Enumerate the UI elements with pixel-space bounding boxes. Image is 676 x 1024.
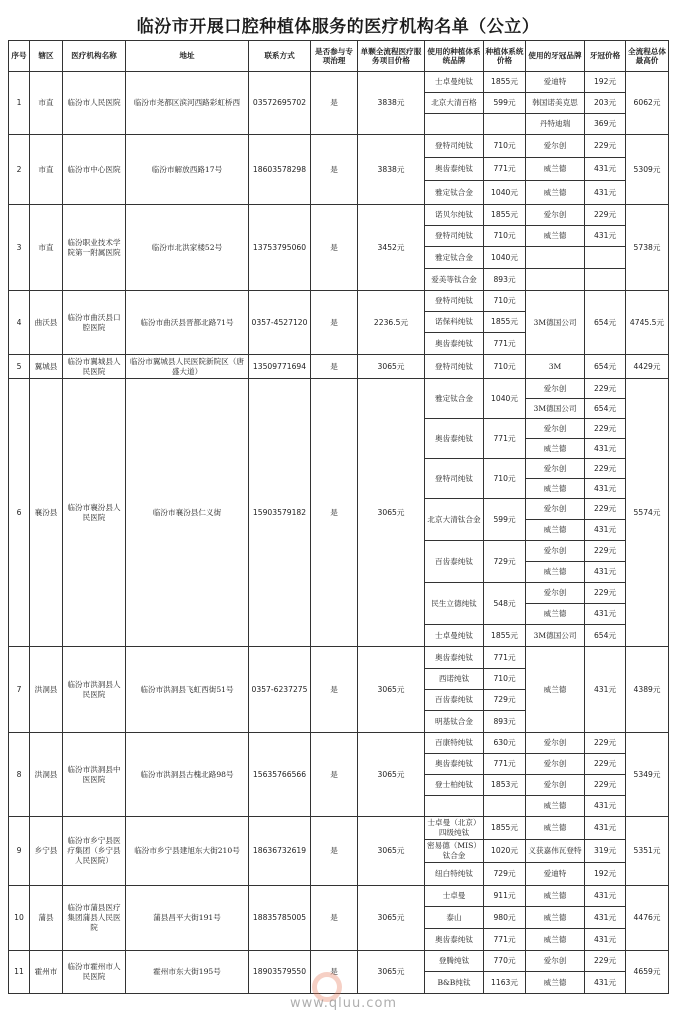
col-header-address: 地址 [126,41,249,72]
implant-price-cell: 771元 [484,754,526,775]
address-cell: 临汾市尧都区滨河西路彩虹桥西 [126,72,249,135]
row-number: 2 [9,135,30,205]
crown-price-cell: 431元 [585,907,626,929]
crown-price-cell: 431元 [585,520,626,541]
table-row [9,951,669,972]
hospital-name-cell: 临汾市襄汾县人民医院 [63,379,126,647]
hospital-name-cell: 临汾市曲沃县口腔医院 [63,291,126,355]
crown-price-cell: 229元 [585,499,626,520]
implant-brand-cell: 士卓曼 [425,886,484,907]
implant-price-cell: 710元 [484,355,526,379]
crown-brand-cell: 威兰德 [526,929,585,951]
row-number: 9 [9,817,30,886]
crown-brand-cell: 威兰德 [526,647,585,733]
row-number: 4 [9,291,30,355]
implant-brand-cell: 密易德（MIS）钛合金 [425,840,484,863]
implant-price-cell: 729元 [484,690,526,711]
implant-brand-cell: 爱美等钛合金 [425,269,484,291]
table-row [9,291,669,312]
participate-cell: 是 [311,291,358,355]
col-header-implant-brand: 使用的种植体系统品牌 [425,41,484,72]
implant-brand-cell: 登腾纯钛 [425,951,484,972]
crown-brand-cell: 威兰德 [526,562,585,583]
table-row [9,135,669,158]
crown-brand-cell: 爱尔创 [526,419,585,439]
district-cell: 蒲县 [30,886,63,951]
col-header-no: 序号 [9,41,30,72]
phone-cell: 13509771694 [249,355,311,379]
row-number: 11 [9,951,30,994]
crown-price-cell: 229元 [585,205,626,226]
hospital-name-cell: 临汾市洪洞县中医医院 [63,733,126,817]
hospital-name-cell: 临汾市蒲县医疗集团蒲县人民医院 [63,886,126,951]
phone-cell: 0357-6237275 [249,647,311,733]
implant-brand-cell: 奥齿泰纯钛 [425,333,484,355]
hospital-name-cell: 临汾市中心医院 [63,135,126,205]
crown-brand-cell: 3M德国公司 [526,291,585,355]
implant-brand-cell: 百齿泰纯钛 [425,690,484,711]
max-total-cell: 5351元 [626,817,669,886]
row-number: 8 [9,733,30,817]
col-header-name: 医疗机构名称 [63,41,126,72]
crown-brand-cell: 爱尔创 [526,754,585,775]
phone-cell: 15903579182 [249,379,311,647]
hospital-name-cell: 临汾市翼城县人民医院 [63,355,126,379]
implant-price-cell: 710元 [484,226,526,247]
crown-brand-cell: 3M德国公司 [526,625,585,647]
watermark-text: www.qluu.com [290,996,398,1011]
implant-brand-cell: 登士柏纯钛 [425,775,484,796]
crown-price-cell: 431元 [585,226,626,247]
crown-brand-cell: 韩国诺美克思 [526,93,585,114]
implant-price-cell: 710元 [484,135,526,158]
crown-brand-cell: 威兰德 [526,520,585,541]
crown-brand-cell: 爱尔创 [526,205,585,226]
implant-brand-cell: 诺贝尔纯钛 [425,205,484,226]
implant-price-cell: 911元 [484,886,526,907]
implant-brand-cell: 奥齿泰纯钛 [425,419,484,459]
crown-price-cell: 654元 [585,399,626,419]
page-title: 临汾市开展口腔种植体服务的医疗机构名单（公立） [136,17,540,37]
implant-price-cell: 893元 [484,269,526,291]
implant-price-cell: 548元 [484,583,526,625]
max-total-cell: 4476元 [626,886,669,951]
implant-brand-cell: 雅定钛合金 [425,379,484,419]
crown-brand-cell: 爱尔创 [526,499,585,520]
service-price-cell: 3065元 [358,379,425,647]
row-number: 3 [9,205,30,291]
implant-price-cell: 1855元 [484,625,526,647]
address-cell: 霍州市东大街195号 [126,951,249,994]
crown-price-cell: 369元 [585,114,626,135]
crown-price-cell: 431元 [585,604,626,625]
implant-brand-cell: 奥齿泰纯钛 [425,929,484,951]
implant-brand-cell: 奥齿泰纯钛 [425,158,484,181]
crown-price-cell [585,269,626,291]
implant-price-cell: 710元 [484,669,526,690]
phone-cell: 18903579550 [249,951,311,994]
row-number: 6 [9,379,30,647]
implant-brand-cell: 雅定钛合金 [425,181,484,205]
max-total-cell: 5309元 [626,135,669,205]
crown-price-cell: 192元 [585,863,626,886]
implant-brand-cell: 雅定钛合金 [425,247,484,269]
address-cell: 临汾市北洪家楼52号 [126,205,249,291]
implant-price-cell: 771元 [484,647,526,669]
max-total-cell: 5738元 [626,205,669,291]
crown-price-cell: 229元 [585,541,626,562]
implant-brand-cell: 西诺纯钛 [425,669,484,690]
implant-price-cell: 1040元 [484,181,526,205]
district-cell: 洪洞县 [30,647,63,733]
implant-price-cell: 1853元 [484,775,526,796]
hospital-name-cell: 临汾市洪洞县人民医院 [63,647,126,733]
crown-price-cell: 203元 [585,93,626,114]
col-header-implant-price: 种植体系统价格 [484,41,526,72]
max-total-cell: 6062元 [626,72,669,135]
implant-brand-cell: 士卓曼（北京）四级纯钛 [425,817,484,840]
implant-price-cell: 771元 [484,419,526,459]
address-cell: 临汾市翼城县人民医院新院区（唐盛大道） [126,355,249,379]
crown-price-cell: 229元 [585,135,626,158]
implant-price-cell: 710元 [484,459,526,499]
hospital-table [8,40,669,994]
col-header-crown-price: 牙冠价格 [585,41,626,72]
service-price-cell: 3065元 [358,733,425,817]
crown-brand-cell: 爱尔创 [526,583,585,604]
district-cell: 翼城县 [30,355,63,379]
district-cell: 乡宁县 [30,817,63,886]
crown-price-cell [585,247,626,269]
crown-brand-cell: 威兰德 [526,796,585,817]
crown-brand-cell: 威兰德 [526,604,585,625]
crown-price-cell: 431元 [585,479,626,499]
district-cell: 洪洞县 [30,733,63,817]
crown-brand-cell: 爱尔创 [526,733,585,754]
implant-brand-cell: 士卓曼纯钛 [425,625,484,647]
col-header-max-total: 全流程总体最高价 [626,41,669,72]
crown-price-cell: 319元 [585,840,626,863]
implant-brand-cell: 民生立德纯钛 [425,583,484,625]
implant-brand-cell: 明基钛合金 [425,711,484,733]
service-price-cell: 3838元 [358,135,425,205]
crown-brand-cell: 3M [526,355,585,379]
participate-cell: 是 [311,205,358,291]
crown-price-cell: 192元 [585,72,626,93]
hospital-name-cell: 临汾市人民医院 [63,72,126,135]
implant-price-cell: 771元 [484,333,526,355]
implant-price-cell: 771元 [484,158,526,181]
crown-brand-cell: 威兰德 [526,158,585,181]
implant-price-cell: 729元 [484,863,526,886]
max-total-cell: 4429元 [626,355,669,379]
service-price-cell: 3065元 [358,355,425,379]
max-total-cell: 4389元 [626,647,669,733]
crown-brand-cell: 丹特迪瑞 [526,114,585,135]
implant-price-cell: 1855元 [484,312,526,333]
service-price-cell: 3065元 [358,817,425,886]
implant-brand-cell: 登特司纯钛 [425,459,484,499]
table-row [9,647,669,669]
crown-brand-cell: 爱尔创 [526,541,585,562]
max-total-cell: 5574元 [626,379,669,647]
district-cell: 市直 [30,72,63,135]
crown-price-cell: 229元 [585,459,626,479]
implant-brand-cell: 登特司纯钛 [425,291,484,312]
hospital-name-cell: 临汾职业技术学院第一附属医院 [63,205,126,291]
district-cell: 霍州市 [30,951,63,994]
participate-cell: 是 [311,72,358,135]
crown-brand-cell: 爱尔创 [526,135,585,158]
address-cell: 临汾市洪洞县古槐北路98号 [126,733,249,817]
implant-brand-cell: 士卓曼纯钛 [425,72,484,93]
implant-brand-cell: 登特司纯钛 [425,226,484,247]
crown-price-cell: 654元 [585,291,626,355]
crown-price-cell: 229元 [585,754,626,775]
hospital-name-cell: 临汾市乡宁县医疗集团（乡宁县人民医院） [63,817,126,886]
implant-price-cell: 770元 [484,951,526,972]
implant-brand-cell [425,796,484,817]
table-row [9,886,669,907]
crown-brand-cell: 爱尔创 [526,775,585,796]
crown-price-cell: 431元 [585,886,626,907]
implant-price-cell: 1855元 [484,72,526,93]
service-price-cell: 3065元 [358,647,425,733]
crown-price-cell: 654元 [585,355,626,379]
implant-price-cell [484,114,526,135]
participate-cell: 是 [311,733,358,817]
address-cell: 临汾市曲沃县晋都北路71号 [126,291,249,355]
implant-price-cell: 980元 [484,907,526,929]
implant-brand-cell: 登特司纯钛 [425,135,484,158]
implant-price-cell: 599元 [484,93,526,114]
table-row [9,817,669,840]
implant-price-cell: 1163元 [484,972,526,994]
crown-brand-cell: 威兰德 [526,907,585,929]
district-cell: 市直 [30,205,63,291]
implant-price-cell: 729元 [484,541,526,583]
service-price-cell: 2236.5元 [358,291,425,355]
implant-brand-cell: 奥齿泰纯钛 [425,754,484,775]
implant-brand-cell: 登特司纯钛 [425,355,484,379]
implant-brand-cell: 奥齿泰纯钛 [425,647,484,669]
implant-price-cell: 1020元 [484,840,526,863]
address-cell: 临汾市襄汾县仁义街 [126,379,249,647]
implant-price-cell: 630元 [484,733,526,754]
table-header-row [9,41,669,72]
implant-price-cell: 710元 [484,291,526,312]
crown-price-cell: 431元 [585,817,626,840]
crown-price-cell: 229元 [585,583,626,604]
address-cell: 蒲县昌平大街191号 [126,886,249,951]
implant-brand-cell: 北京大清百格 [425,93,484,114]
crown-brand-cell: 爱尔创 [526,379,585,399]
crown-price-cell: 654元 [585,625,626,647]
service-price-cell: 3838元 [358,72,425,135]
crown-brand-cell: 威兰德 [526,226,585,247]
implant-brand-cell: 纽白特纯钛 [425,863,484,886]
crown-brand-cell [526,247,585,269]
crown-brand-cell: 3M德国公司 [526,399,585,419]
crown-price-cell: 431元 [585,929,626,951]
address-cell: 临汾市乡宁县建旭东大街210号 [126,817,249,886]
implant-price-cell: 1040元 [484,247,526,269]
crown-brand-cell: 爱迪特 [526,72,585,93]
crown-brand-cell: 威兰德 [526,439,585,459]
crown-brand-cell: 威兰德 [526,479,585,499]
implant-brand-cell: 百齿泰纯钛 [425,541,484,583]
crown-price-cell: 229元 [585,733,626,754]
crown-price-cell: 229元 [585,379,626,399]
col-header-participate: 是否参与专项治理 [311,41,358,72]
crown-price-cell: 431元 [585,158,626,181]
crown-brand-cell [526,269,585,291]
phone-cell: 15635766566 [249,733,311,817]
service-price-cell: 3065元 [358,951,425,994]
col-header-phone: 联系方式 [249,41,311,72]
row-number: 7 [9,647,30,733]
address-cell: 临汾市洪洞县飞虹西街51号 [126,647,249,733]
implant-price-cell: 599元 [484,499,526,541]
crown-price-cell: 229元 [585,951,626,972]
table-row [9,72,669,93]
crown-brand-cell: 义获嘉伟瓦登特 [526,840,585,863]
phone-cell: 0357-4527120 [249,291,311,355]
implant-price-cell: 1855元 [484,817,526,840]
implant-price-cell [484,796,526,817]
table-row [9,205,669,226]
participate-cell: 是 [311,135,358,205]
crown-price-cell: 431元 [585,796,626,817]
crown-brand-cell: 爱迪特 [526,863,585,886]
implant-price-cell: 893元 [484,711,526,733]
crown-brand-cell: 爱尔创 [526,459,585,479]
district-cell: 襄汾县 [30,379,63,647]
implant-brand-cell [425,114,484,135]
row-number: 10 [9,886,30,951]
participate-cell: 是 [311,647,358,733]
phone-cell: 03572695702 [249,72,311,135]
phone-cell: 18835785005 [249,886,311,951]
col-header-district: 辖区 [30,41,63,72]
implant-brand-cell: 诺保科纯钛 [425,312,484,333]
table-row [9,355,669,379]
max-total-cell: 5349元 [626,733,669,817]
district-cell: 曲沃县 [30,291,63,355]
service-price-cell: 3065元 [358,886,425,951]
crown-price-cell: 431元 [585,562,626,583]
crown-price-cell: 431元 [585,647,626,733]
crown-price-cell: 431元 [585,181,626,205]
table-row [9,733,669,754]
phone-cell: 18636732619 [249,817,311,886]
max-total-cell: 4659元 [626,951,669,994]
participate-cell: 是 [311,886,358,951]
crown-price-cell: 229元 [585,419,626,439]
row-number: 5 [9,355,30,379]
crown-price-cell: 229元 [585,775,626,796]
implant-brand-cell: 北京大清钛合金 [425,499,484,541]
participate-cell: 是 [311,355,358,379]
crown-brand-cell: 威兰德 [526,181,585,205]
crown-brand-cell: 威兰德 [526,817,585,840]
crown-brand-cell: 威兰德 [526,886,585,907]
participate-cell: 是 [311,951,358,994]
phone-cell: 18603578298 [249,135,311,205]
district-cell: 市直 [30,135,63,205]
participate-cell: 是 [311,379,358,647]
crown-price-cell: 431元 [585,439,626,459]
hospital-name-cell: 临汾市霍州市人民医院 [63,951,126,994]
row-number: 1 [9,72,30,135]
implant-brand-cell: 百康特纯钛 [425,733,484,754]
table-row [9,379,669,399]
crown-brand-cell: 威兰德 [526,972,585,994]
implant-brand-cell: 泰山 [425,907,484,929]
phone-cell: 13753795060 [249,205,311,291]
col-header-service-price: 单颗全流程医疗服务项目价格 [358,41,425,72]
address-cell: 临汾市解放西路17号 [126,135,249,205]
participate-cell: 是 [311,817,358,886]
crown-brand-cell: 爱尔创 [526,951,585,972]
implant-brand-cell: B&B纯钛 [425,972,484,994]
max-total-cell: 4745.5元 [626,291,669,355]
service-price-cell: 3452元 [358,205,425,291]
implant-price-cell: 771元 [484,929,526,951]
implant-price-cell: 1040元 [484,379,526,419]
implant-price-cell: 1855元 [484,205,526,226]
crown-price-cell: 431元 [585,972,626,994]
col-header-crown-brand: 使用的牙冠品牌 [526,41,585,72]
